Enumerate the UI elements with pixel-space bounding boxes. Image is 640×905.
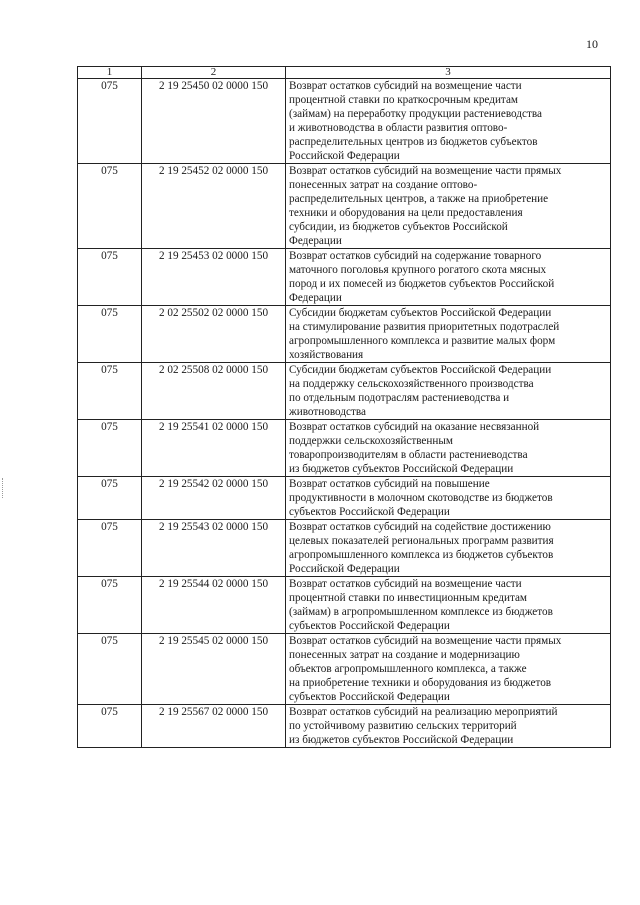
description-cell [286, 420, 611, 477]
table-row [78, 420, 611, 477]
description-cell [286, 520, 611, 577]
admin-code-cell: 075 [78, 634, 142, 705]
description-line: животноводства [289, 406, 366, 418]
description-line: пород и их помесей из бюджетов субъектов Российской [289, 278, 555, 290]
table-row [78, 634, 611, 705]
description-line: объектов агропромышленного комплекса, а также [289, 663, 527, 675]
description-line: на стимулирование развития приоритетных подотраслей [289, 321, 560, 333]
description-line: Субсидии бюджетам субъектов Российской Федерации [289, 307, 552, 319]
description-line: Субсидии бюджетам субъектов Российской Федерации [289, 364, 552, 376]
description-line: из бюджетов субъектов Российской Федерации [289, 734, 514, 746]
table-row [78, 363, 611, 420]
description-cell [286, 363, 611, 420]
budget-code-cell: 2 19 25452 02 0000 150 [142, 164, 286, 249]
budget-code-cell: 2 19 25542 02 0000 150 [142, 477, 286, 520]
table-row [78, 477, 611, 520]
description-line: по устойчивому развитию сельских территорий [289, 720, 517, 732]
scan-edge-mark [2, 478, 4, 498]
column-header-2: 2 [142, 67, 286, 79]
description-line: хозяйствования [289, 349, 364, 361]
description-line: Возврат остатков субсидий на возмещение части прямых [289, 635, 562, 647]
table-row [78, 249, 611, 306]
description-line: на приобретение техники и оборудования из бюджетов [289, 677, 552, 689]
description-line: Возврат остатков субсидий на реализацию мероприятий [289, 706, 558, 718]
admin-code-cell: 075 [78, 520, 142, 577]
description-line: понесенных затрат на создание оптово- [289, 179, 478, 191]
description-line: распределительных центров из бюджетов субъектов [289, 136, 538, 148]
budget-code-cell: 2 02 25502 02 0000 150 [142, 306, 286, 363]
page-number: 10 [586, 37, 598, 51]
description-line: Возврат остатков субсидий на содействие достижению [289, 521, 551, 533]
admin-code-cell: 075 [78, 420, 142, 477]
description-line: Возврат остатков субсидий на оказание несвязанной [289, 421, 540, 433]
description-line: и животноводства в области развития оптово- [289, 122, 508, 134]
description-line: поддержки сельскохозяйственным [289, 435, 453, 447]
budget-code-cell: 2 19 25545 02 0000 150 [142, 634, 286, 705]
description-line: на поддержку сельскохозяйственного производства [289, 378, 534, 390]
description-line: Федерации [289, 235, 342, 247]
description-line: распределительных центров, а также на приобретение [289, 193, 549, 205]
description-line: (займам) в агропромышленном комплексе из бюджетов [289, 606, 553, 618]
description-line: целевых показателей региональных программ развития [289, 535, 554, 547]
table-body [78, 79, 611, 748]
table-row [78, 577, 611, 634]
description-line: субсидии, из бюджетов субъектов Российской [289, 221, 508, 233]
description-cell [286, 705, 611, 748]
description-line: Возврат остатков субсидий на возмещение части прямых [289, 165, 562, 177]
budget-code-cell: 2 19 25543 02 0000 150 [142, 520, 286, 577]
description-line: маточного поголовья крупного рогатого скота мясных [289, 264, 547, 276]
admin-code-cell: 075 [78, 306, 142, 363]
budget-codes-table [77, 66, 611, 748]
table-row [78, 520, 611, 577]
admin-code-cell: 075 [78, 705, 142, 748]
description-line: Федерации [289, 292, 342, 304]
description-line: процентной ставки по краткосрочным кредитам [289, 94, 519, 106]
admin-code-cell: 075 [78, 577, 142, 634]
admin-code-cell: 075 [78, 363, 142, 420]
description-line: агропромышленного комплекса из бюджетов субъектов [289, 549, 554, 561]
budget-code-cell: 2 19 25567 02 0000 150 [142, 705, 286, 748]
description-line: из бюджетов субъектов Российской Федерации [289, 463, 514, 475]
table-row [78, 164, 611, 249]
description-line: Возврат остатков субсидий на возмещение части [289, 578, 522, 590]
table-row [78, 705, 611, 748]
admin-code-cell: 075 [78, 79, 142, 164]
description-line: агропромышленного комплекса и развитие малых форм [289, 335, 556, 347]
admin-code-cell: 075 [78, 477, 142, 520]
description-line: (займам) на переработку продукции растениеводства [289, 108, 542, 120]
budget-code-cell: 2 19 25453 02 0000 150 [142, 249, 286, 306]
description-line: Возврат остатков субсидий на содержание товарного [289, 250, 542, 262]
description-line: субъектов Российской Федерации [289, 506, 450, 518]
description-cell [286, 477, 611, 520]
budget-code-cell: 2 19 25541 02 0000 150 [142, 420, 286, 477]
description-cell [286, 306, 611, 363]
description-line: субъектов Российской Федерации [289, 620, 450, 632]
budget-code-cell: 2 19 25544 02 0000 150 [142, 577, 286, 634]
column-header-1: 1 [78, 67, 142, 79]
table-header-row [78, 67, 611, 79]
description-cell [286, 164, 611, 249]
budget-code-cell: 2 19 25450 02 0000 150 [142, 79, 286, 164]
description-cell [286, 249, 611, 306]
description-line: Российской Федерации [289, 563, 400, 575]
budget-code-cell: 2 02 25508 02 0000 150 [142, 363, 286, 420]
description-line: техники и оборудования на цели предоставления [289, 207, 523, 219]
table-row [78, 306, 611, 363]
description-line: продуктивности в молочном скотоводстве из бюджетов [289, 492, 553, 504]
description-cell [286, 577, 611, 634]
description-line: процентной ставки по инвестиционным кредитам [289, 592, 528, 604]
column-header-3: 3 [286, 67, 611, 79]
description-cell [286, 79, 611, 164]
description-cell [286, 634, 611, 705]
description-line: Российской Федерации [289, 150, 400, 162]
description-line: по отдельным подотраслям растениеводства и [289, 392, 510, 404]
description-line: товаропроизводителям в области растениеводства [289, 449, 528, 461]
admin-code-cell: 075 [78, 164, 142, 249]
description-line: понесенных затрат на создание и модернизацию [289, 649, 520, 661]
description-line: субъектов Российской Федерации [289, 691, 450, 703]
admin-code-cell: 075 [78, 249, 142, 306]
description-line: Возврат остатков субсидий на повышение [289, 478, 490, 490]
table-row [78, 79, 611, 164]
description-line: Возврат остатков субсидий на возмещение части [289, 80, 522, 92]
